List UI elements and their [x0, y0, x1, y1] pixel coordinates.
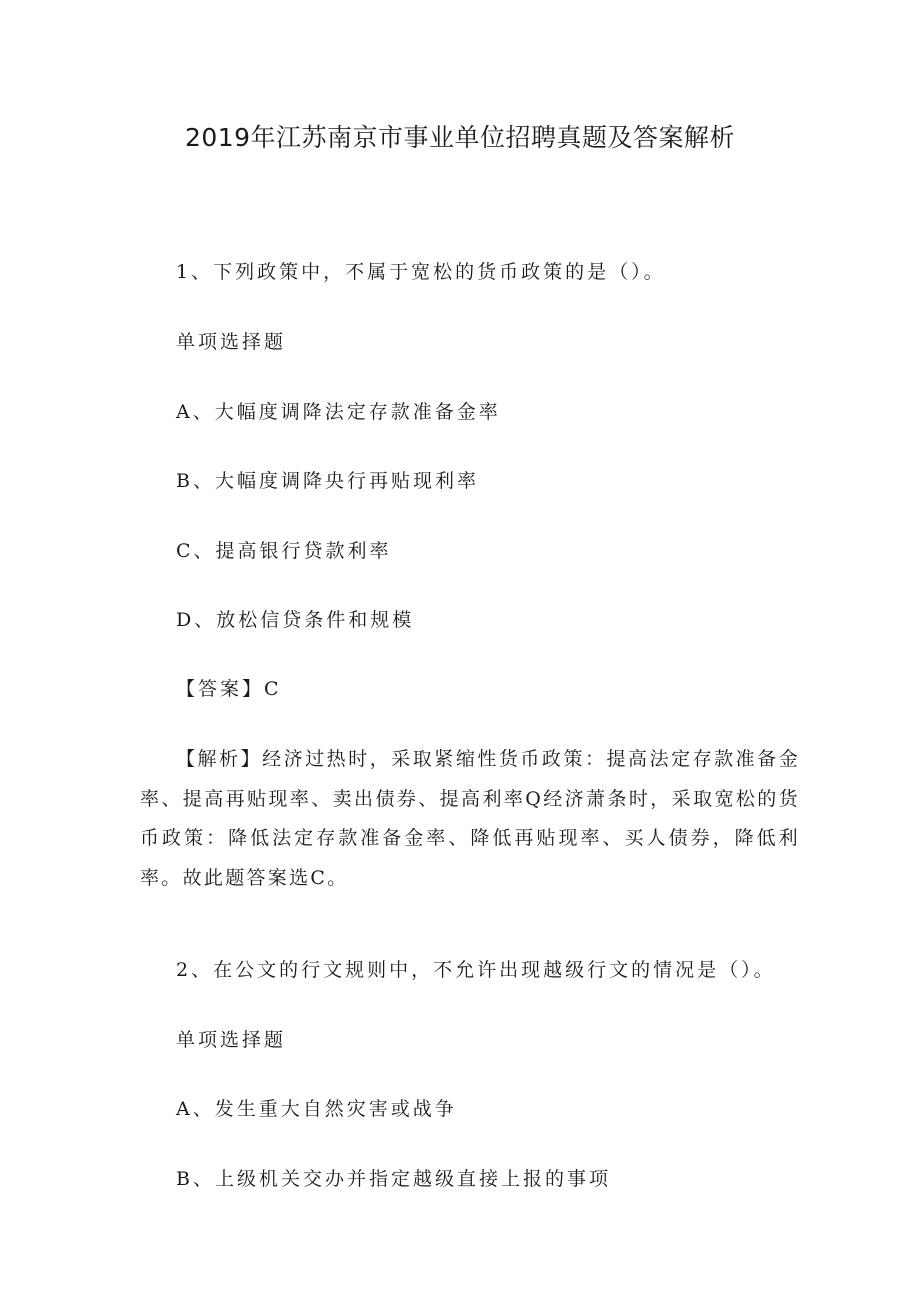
question-2-type: 单项选择题	[176, 1029, 287, 1051]
question-1-stem: 1、下列政策中，不属于宽松的货币政策的是（）。	[176, 261, 666, 283]
question-1-option-d: D、放松信贷条件和规模	[176, 609, 415, 631]
question-1-type: 单项选择题	[176, 331, 287, 353]
question-1-analysis: 【解析】经济过热时，采取紧缩性货币政策：提高法定存款准备金率、提高再贴现率、卖出债券、提高利率Q经济萧条时，采取宽松的货币政策：降低法定存款准备金率、降低再贴现率、买人债券，降低利率。故此题答案选C。	[140, 748, 800, 889]
question-2-option-a: A、发生重大自然灾害或战争	[176, 1098, 457, 1120]
question-1-option-a: A、大幅度调降法定存款准备金率	[176, 401, 501, 423]
question-2-stem: 2、在公文的行文规则中，不允许出现越级行文的情况是（）。	[176, 959, 776, 981]
question-2-option-b: B、上级机关交办并指定越级直接上报的事项	[176, 1168, 611, 1190]
question-1-answer: 【答案】C	[176, 678, 282, 700]
document-title: 2019年江苏南京市事业单位招聘真题及答案解析	[184, 123, 736, 152]
question-1-option-b: B、大幅度调降央行再贴现利率	[176, 470, 479, 492]
question-1-option-c: C、提高银行贷款利率	[176, 540, 392, 562]
